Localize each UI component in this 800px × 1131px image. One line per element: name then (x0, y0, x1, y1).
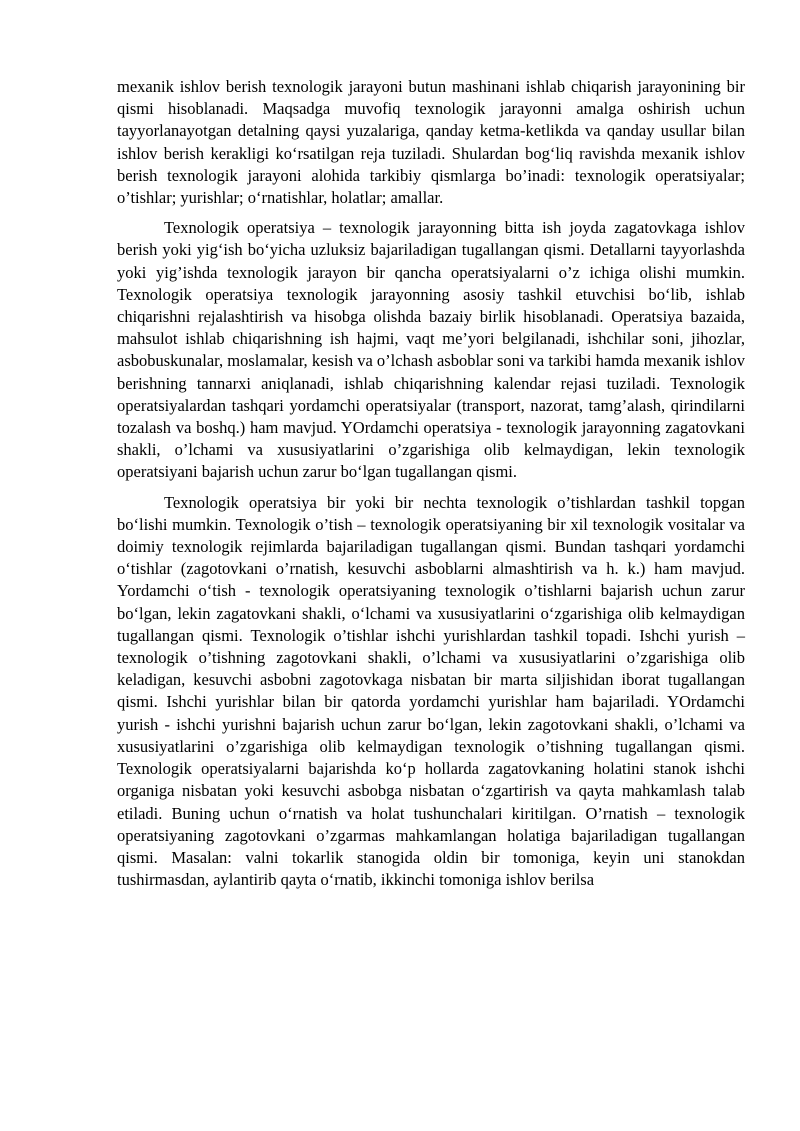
paragraph-continuation: mexanik ishlov berish texnologik jarayoni butun mashinani ishlab chiqarish jarayonining bir qismi hisoblanadi. Maqsadga muvofiq texnologik jarayonni amalga oshirish uchun tayyorlanayotgan detalning qaysi yuzalariga, qanday ketma-ketlikda va qanday usullar bilan ishlov berish kerakligi ko‘rsatilgan reja tuziladi. Shulardan bog‘liq ravishda mexanik ishlov berish texnologik jarayoni alohida tarkibiy qismlarga bo’inadi: texnologik operatsiyalar; o’tishlar; yurishlar; o‘rnatishlar, holatlar; amallar. (117, 77, 745, 208)
paragraph-texnologik-operatsiya: Texnologik operatsiya – texnologik jarayonning bitta ish joyda zagatovkaga ishlov berish yoki yig‘ish bo‘yicha uzluksiz bajariladigan tugallangan qismi. Detallarni tayyorlashda yoki yig’ishda texnologik jarayon bir qancha operatsiyalarni o’z ichiga olishi mumkin. Texnologik operatsiya texnologik jarayonning asosiy tashkil etuvchisi bo‘lib, ishlab chiqarishni rejalashtirish va hisobga olishda bazaiy birlik hisoblanadi. Operatsiya bazaida, mahsulot ishlab chiqarishning ish hajmi, vaqt me’yori belgilanadi, ishchilar soni, jihozlar, asbobuskunalar, moslamalar, kesish va o’lchash asboblar soni va tarkibi hamda mexanik ishlov berishning tannarxi aniqlanadi, ishlab chiqarishning kalendar rejasi tuziladi. Texnologik operatsiyalardan tashqari yordamchi operatsiyalar (transport, nazorat, tamg’alash, qirindilarni tozalash va boshq.) ham mavjud. YOrdamchi operatsiya - texnologik jarayonning zagatovkani shakli, o’lchami va xususiyatlarini o’zgarishiga olib kelmaydigan, lekin texnologik operatsiyani bajarish uchun zarur bo‘lgan tugallangan qismi. (117, 218, 745, 482)
document-body (117, 76, 745, 891)
paragraph-texnologik-otish: Texnologik operatsiya bir yoki bir nechta texnologik o’tishlardan tashkil topgan bo‘lishi mumkin. Texnologik o’tish – texnologik operatsiyaning bir xil texnologik vositalar va doimiy texnologik rejimlarda bajariladigan tugallangan qismi. Bundan tashqari yordamchi o‘tishlar (zagotovkani o’rnatish, kesuvchi asboblarni almashtirish va h. k.) ham mavjud. Yordamchi o‘tish - texnologik operatsiyaning texnologik o’tishlarni bajarish uchun zarur bo‘lgan, lekin zagatovkani shakli, o‘lchami va xususiyatlarini o‘zgarishiga olib kelmaydigan tugallangan qismi. Texnologik o’tishlar ishchi yurishlardan tashkil topadi. Ishchi yurish – texnologik o’tishning zagotovkani shakli, o’lchami va xususiyatlarini o’zgarishiga olib keladigan, kesuvchi asbobni zagotovkaga nisbatan bir marta siljishidan iborat tugallangan qismi. Ishchi yurishlar bilan bir qatorda yordamchi yurishlar ham bajariladi. YOrdamchi yurish - ishchi yurishni bajarish uchun zarur bo‘lgan, lekin zagotovkani shakli, o’lchami va xususiyatlarini o’zgarishiga olib kelmaydigan texnologik o’tishning tugallangan qismi. Texnologik operatsiyalarni bajarishda ko‘p hollarda zagatovkaning holatini stanok ishchi organiga nisbatan yoki kesuvchi asbobga nisbatan o‘zgartirish va qayta mahkamlash talab etiladi. Buning uchun o‘rnatish va holat tushunchalari kiritilgan. O’rnatish – texnologik operatsiyaning zagotovkani o’zgarmas mahkamlangan holatiga bajariladigan tugallangan qismi. Masalan: valni tokarlik stanogida oldin bir tomoniga, keyin uni stanokdan tushirmasdan, aylantirib qayta o‘rnatib, ikkinchi tomoniga ishlov berilsa (117, 492, 745, 890)
